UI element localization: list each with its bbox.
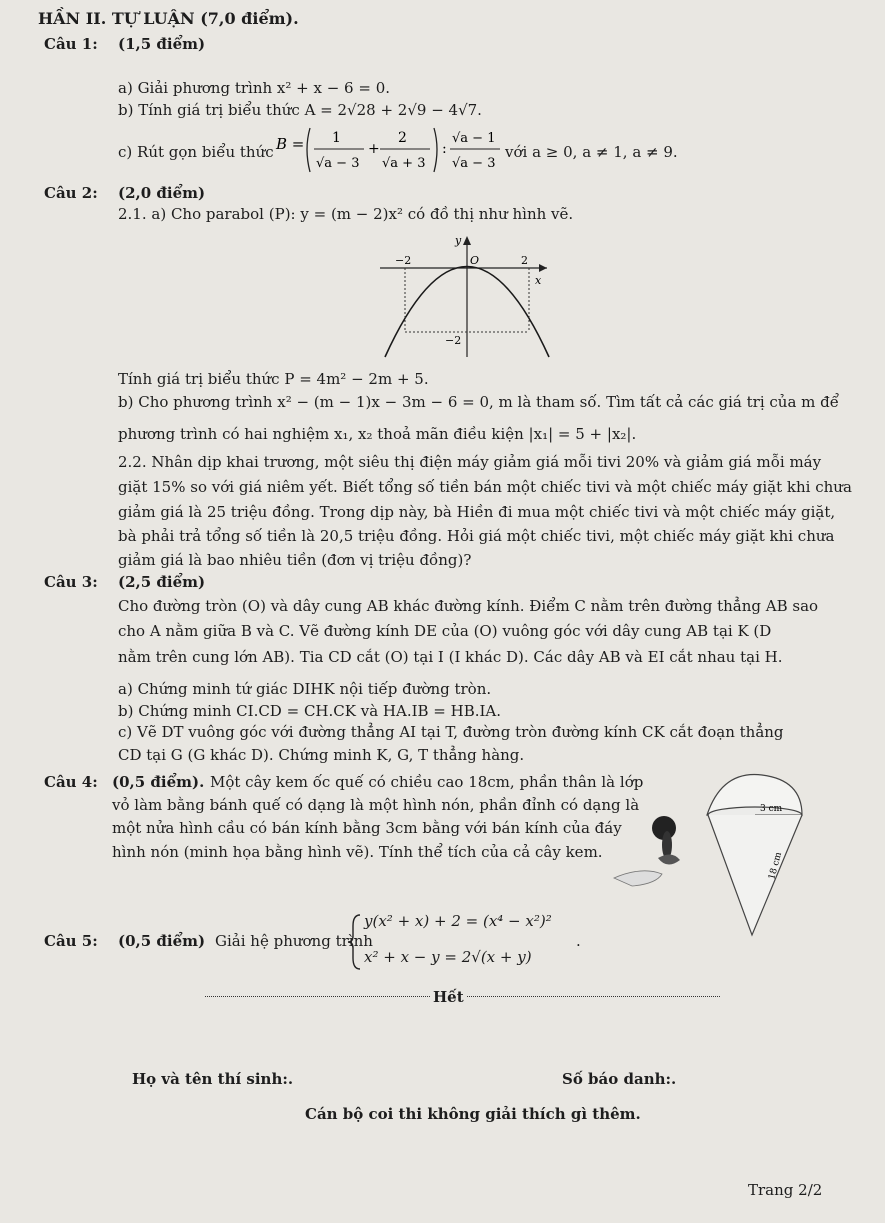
candidate-id: Số báo danh:. (562, 1070, 677, 1088)
svg-text:+: + (368, 141, 380, 157)
proctor-note: Cán bộ coi thi không giải thích gì thêm. (305, 1105, 641, 1123)
svg-text:√a − 1: √a − 1 (452, 131, 496, 146)
graph-xpos2-label: 2 (521, 254, 528, 267)
q2-p22-4: bà phải trả tổng số tiền là 20,5 triệu đồng. Hỏi giá một chiếc tivi, một chiếc máy giặt khi chưa (118, 527, 835, 545)
svg-text:√a − 3: √a − 3 (316, 156, 360, 171)
q2-p22-1: 2.2. Nhân dịp khai trương, một siêu thị điện máy giảm giá mỗi tivi 20% và giảm giá mỗi máy (118, 453, 822, 471)
svg-text:1: 1 (332, 130, 341, 146)
svg-text:2: 2 (398, 130, 407, 146)
q3-l1: Cho đường tròn (O) và dây cung AB khác đường kính. Điểm C nằm trên đường thẳng AB sao (118, 597, 819, 615)
candidate-name: Họ và tên thí sinh:. (132, 1070, 294, 1088)
q2-p22-2: giặt 15% so với giá niêm yết. Biết tổng số tiền bán một chiếc tivi và một chiếc máy giặt khi chưa (118, 478, 852, 496)
q1-a: a) Giải phương trình x² + x − 6 = 0. (118, 79, 391, 97)
q2-p21: 2.1. a) Cho parabol (P): y = (m − 2)x² có đồ thị như hình vẽ. (118, 205, 574, 223)
q2-label: Câu 2: (44, 184, 98, 202)
q3-b: b) Chứng minh CI.CD = CH.CK và HA.IB = HB.IA. (118, 702, 502, 720)
graph-x-label: x (535, 274, 542, 287)
q5-label: Câu 5: (44, 932, 98, 950)
q5-points: (0,5 điểm) (118, 932, 206, 950)
q1-c-prefix: c) Rút gọn biểu thức (118, 143, 274, 161)
svg-text:√a − 3: √a − 3 (452, 156, 496, 171)
fig-radius-label: 3 cm (760, 804, 783, 814)
q3-a: a) Chứng minh tứ giác DIHK nội tiếp đường tròn. (118, 680, 492, 698)
q2-points: (2,0 điểm) (118, 184, 206, 202)
q1-points: (1,5 điểm) (118, 35, 206, 53)
q4-label: Câu 4: (44, 773, 98, 791)
q2-p22-5: giảm giá là bao nhiêu tiền (đơn vị triệu đồng)? (118, 551, 472, 569)
q1-c-suffix: với a ≥ 0, a ≠ 1, a ≠ 9. (505, 143, 678, 161)
q2-b1: b) Cho phương trình x² − (m − 1)x − 3m − 6 = 0, m là tham số. Tìm tất cả các giá trị của m để (118, 393, 839, 411)
graph-origin-label: O (470, 254, 480, 267)
svg-text:B =: B = (276, 135, 305, 153)
graph-xneg2-label: −2 (395, 254, 412, 267)
q4-points: (0,5 điểm). (112, 773, 205, 791)
q2-b2: phương trình có hai nghiệm x₁, x₂ thoả mãn điều kiện |x₁| = 5 + |x₂|. (118, 425, 637, 443)
ice-cream-figure (612, 770, 812, 940)
q3-points: (2,5 điểm) (118, 573, 206, 591)
svg-text::: : (442, 141, 447, 157)
section-title: HẦN II. TỰ LUẬN (7,0 điểm). (38, 9, 299, 28)
q5-eq2: x² + x − y = 2√(x + y) (364, 948, 532, 966)
fig-height-label: 18 cm (767, 851, 785, 881)
page-number: Trang 2/2 (748, 1181, 823, 1199)
svg-text:√a + 3: √a + 3 (382, 156, 426, 171)
q1-label: Câu 1: (44, 35, 98, 53)
q5-eq1: y(x² + x) + 2 = (x⁴ − x²)² (364, 912, 552, 930)
parabola-graph (375, 232, 555, 362)
q3-c2: CD tại G (G khác D). Chứng minh K, G, T thẳng hàng. (118, 746, 525, 764)
q4-l4: hình nón (minh họa bằng hình vẽ). Tính thể tích của cả cây kem. (112, 843, 603, 861)
q4-l1: Một cây kem ốc quế có chiều cao 18cm, phần thân là lớp (210, 773, 644, 791)
q4-l3: một nửa hình cầu có bán kính bằng 3cm bằng với bán kính của đáy (112, 819, 622, 837)
graph-yneg2-label: −2 (445, 334, 462, 347)
q1-c-formula (274, 122, 504, 182)
q3-l2: cho A nằm giữa B và C. Vẽ đường kính DE của (O) vuông góc với dây cung AB tại K (D (118, 622, 772, 640)
q3-l3: nằm trên cung lớn AB). Tia CD cắt (O) tại I (I khác D). Các dây AB và EI cắt nhau tại H. (118, 648, 783, 666)
q2-p22-3: giảm giá là 25 triệu đồng. Trong dịp này, bà Hiền đi mua một chiếc tivi và một chiếc máy giặt, (118, 503, 836, 521)
system-brace (346, 912, 366, 972)
q4-l2: vỏ làm bằng bánh quế có dạng là một hình nón, phần đỉnh có dạng là (112, 796, 640, 814)
graph-y-label: y (455, 234, 462, 247)
q2-eval: Tính giá trị biểu thức P = 4m² − 2m + 5. (118, 370, 429, 388)
q5-end-dot: . (576, 932, 581, 950)
q3-label: Câu 3: (44, 573, 98, 591)
q5-text: Giải hệ phương trình (215, 932, 373, 950)
q1-b: b) Tính giá trị biểu thức A = 2√28 + 2√9 − 4√7. (118, 101, 482, 119)
end-label: Hết (430, 988, 467, 1006)
q3-c1: c) Vẽ DT vuông góc với đường thẳng AI tại T, đường tròn đường kính CK cắt đoạn thẳng (118, 723, 784, 741)
